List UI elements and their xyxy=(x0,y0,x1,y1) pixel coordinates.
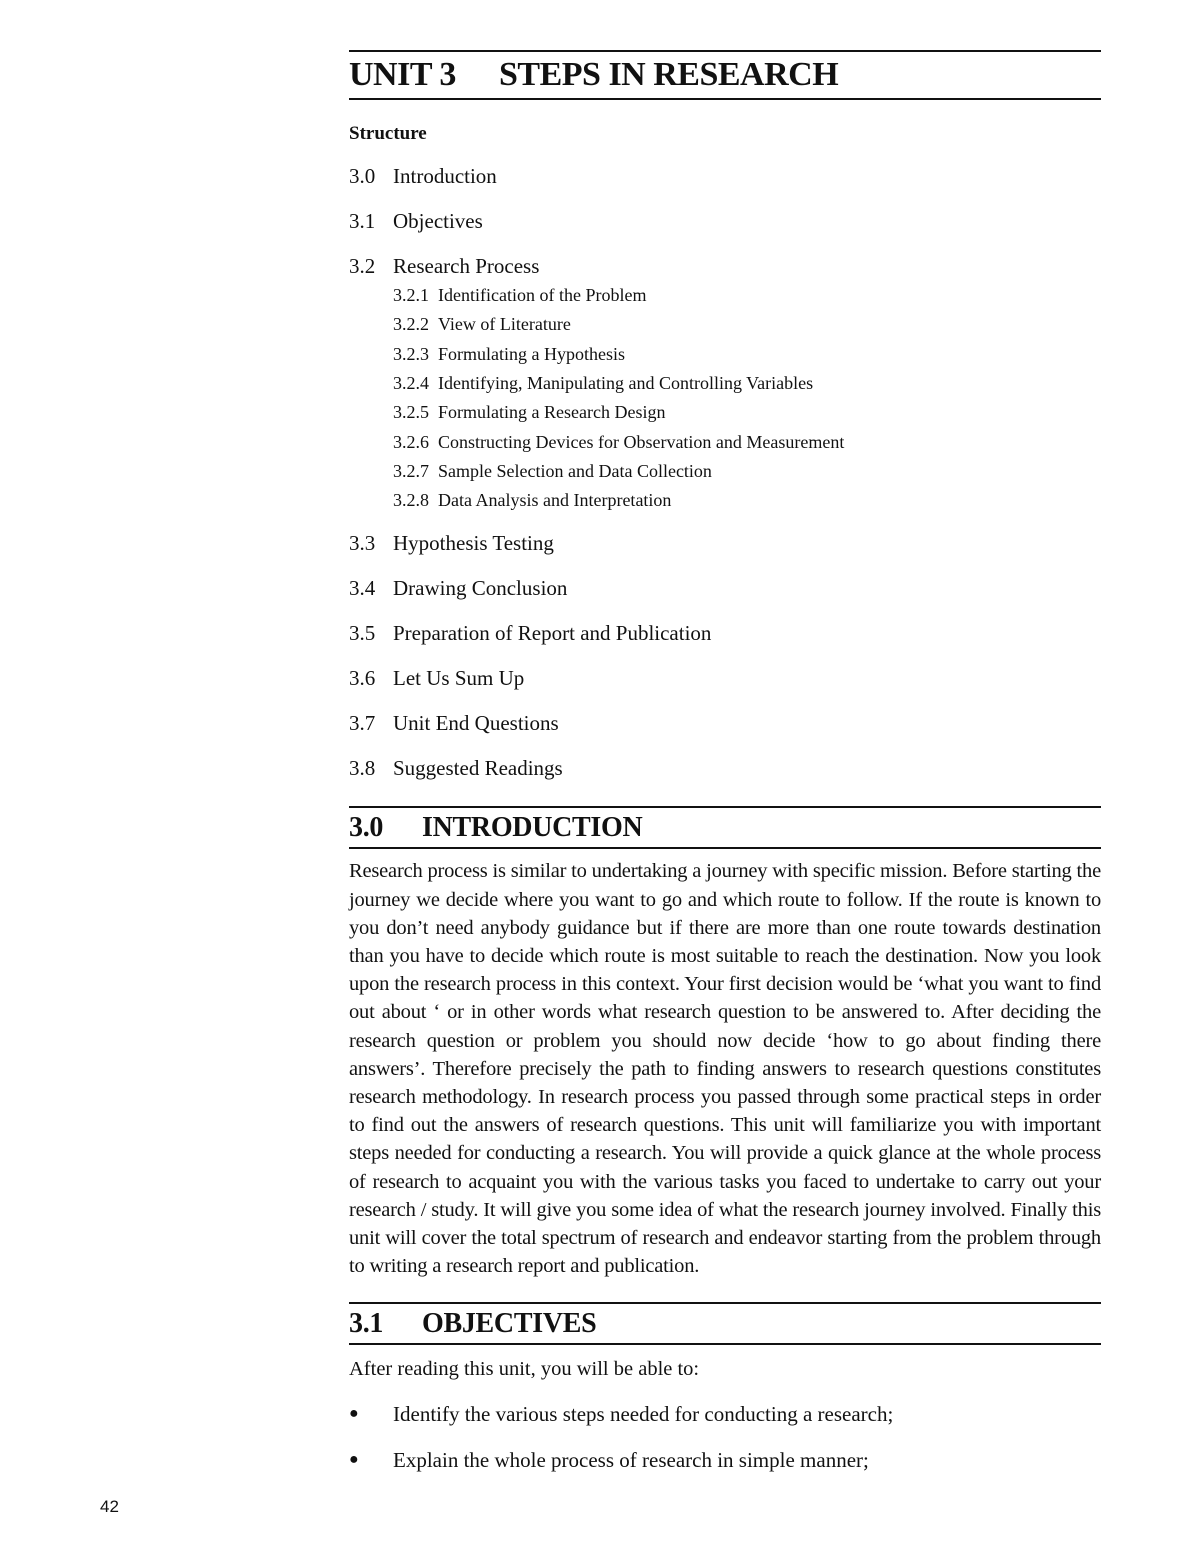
unit-number: UNIT 3 xyxy=(349,56,456,93)
toc-sub-number: 3.2.4 xyxy=(393,373,429,394)
toc-label: Hypothesis Testing xyxy=(393,531,554,556)
toc-sub-label: Sample Selection and Data Collection xyxy=(438,460,712,481)
toc-sub-label: Identification of the Problem xyxy=(438,285,647,306)
section-title: INTRODUCTION xyxy=(422,811,643,843)
toc-number: 3.0 xyxy=(349,164,376,188)
toc-number: 3.7 xyxy=(349,711,376,736)
toc-label: Unit End Questions xyxy=(393,711,559,736)
bullet-icon: ● xyxy=(349,1451,359,1469)
toc-item xyxy=(349,746,1101,791)
objectives-list xyxy=(349,1391,1101,1483)
toc-label: Introduction xyxy=(393,164,497,188)
toc-label: Let Us Sum Up xyxy=(393,666,525,691)
page-number: 42 xyxy=(100,1497,119,1516)
toc-subsection-list xyxy=(349,281,1101,515)
bullet-text: Explain the whole process of research in simple manner; xyxy=(393,1447,869,1472)
toc-subitem xyxy=(393,281,1101,310)
toc-subitem xyxy=(393,310,1101,339)
page-content xyxy=(349,50,1101,1483)
toc-item xyxy=(349,656,1101,701)
toc-sub-number: 3.2.2 xyxy=(393,314,429,335)
toc-sub-label: Constructing Devices for Observation and Measurement xyxy=(438,431,845,452)
toc-label: Research Process xyxy=(393,254,540,278)
toc-number: 3.1 xyxy=(349,209,376,233)
section-number: 3.1 xyxy=(349,1307,384,1339)
toc-sub-number: 3.2.1 xyxy=(393,285,429,306)
toc-sub-label: View of Literature xyxy=(438,314,571,335)
toc-label: Preparation of Report and Publication xyxy=(393,621,712,646)
unit-title xyxy=(349,52,1101,96)
title-underline xyxy=(349,98,1101,100)
bullet-icon: ● xyxy=(349,1405,359,1423)
toc-label: Drawing Conclusion xyxy=(393,576,568,601)
toc-sub-label: Identifying, Manipulating and Controlling Variables xyxy=(438,373,814,394)
toc-item xyxy=(349,701,1101,746)
toc-subitem xyxy=(393,340,1101,369)
toc-item xyxy=(349,566,1101,611)
introduction-heading xyxy=(349,806,1101,849)
toc-number: 3.4 xyxy=(349,576,376,601)
toc-sub-number: 3.2.6 xyxy=(393,431,429,452)
toc-subitem xyxy=(393,398,1101,427)
toc-number: 3.8 xyxy=(349,756,376,781)
list-item xyxy=(349,1437,1101,1483)
toc-subitem xyxy=(393,486,1101,515)
list-item xyxy=(349,1391,1101,1437)
toc-subitem xyxy=(393,457,1101,486)
toc-subitem xyxy=(393,427,1101,456)
toc-number: 3.3 xyxy=(349,531,376,556)
toc-label: Suggested Readings xyxy=(393,756,563,781)
bullet-text: Identify the various steps needed for conducting a research; xyxy=(393,1401,894,1426)
toc-sub-label: Formulating a Hypothesis xyxy=(438,343,625,364)
toc-item xyxy=(349,611,1101,656)
toc-item xyxy=(349,154,1101,199)
section-title: OBJECTIVES xyxy=(422,1307,597,1339)
toc-sub-number: 3.2.8 xyxy=(393,490,429,511)
toc-sub-label: Formulating a Research Design xyxy=(438,402,666,423)
toc-item xyxy=(349,521,1101,566)
table-of-contents xyxy=(349,154,1101,791)
toc-subitem xyxy=(393,369,1101,398)
toc-sub-number: 3.2.7 xyxy=(393,460,429,481)
toc-label: Objectives xyxy=(393,209,483,233)
toc-item xyxy=(349,199,1101,244)
toc-number: 3.6 xyxy=(349,666,376,691)
toc-sub-number: 3.2.5 xyxy=(393,402,429,423)
section-number: 3.0 xyxy=(349,811,384,843)
toc-sub-label: Data Analysis and Interpretation xyxy=(438,490,672,511)
introduction-paragraph: Research process is similar to undertaking a journey with specific mission. Before starting the journey we decide where you want to go and which route to follow. If the route is known to you don’t need anybody guidance but if there are more than one route towards destination than you have to decide which route is most suitable to reach the destination. Now you look upon the research process in this context. Your first decision would be ‘what you want to find out about ‘ or in other words what research question to be answered to. After deciding the research question or problem you should now decide ‘how to go about finding there answers’. Therefore precisely the path to finding answers to research questions constitutes research methodology. In research process you passed through some practical steps in order to find out the answers of research questions. This unit will familiarize you with important steps needed for conducting a research. You will provide a quick glance at the whole process of research to acquaint you with the various tasks you faced to undertake to carry out your research / study. It will give you some idea of what the research journey involved. Finally this unit will cover the total spectrum of research and endeavor starting from the problem through to writing a research report and publication. xyxy=(349,860,1101,1278)
toc-number: 3.2 xyxy=(349,254,376,278)
structure-label: Structure xyxy=(349,123,427,144)
unit-name: STEPS IN RESEARCH xyxy=(499,56,839,93)
objectives-intro: After reading this unit, you will be able to: xyxy=(349,1358,700,1381)
toc-number: 3.5 xyxy=(349,621,376,646)
objectives-heading xyxy=(349,1302,1101,1345)
toc-sub-number: 3.2.3 xyxy=(393,343,429,364)
